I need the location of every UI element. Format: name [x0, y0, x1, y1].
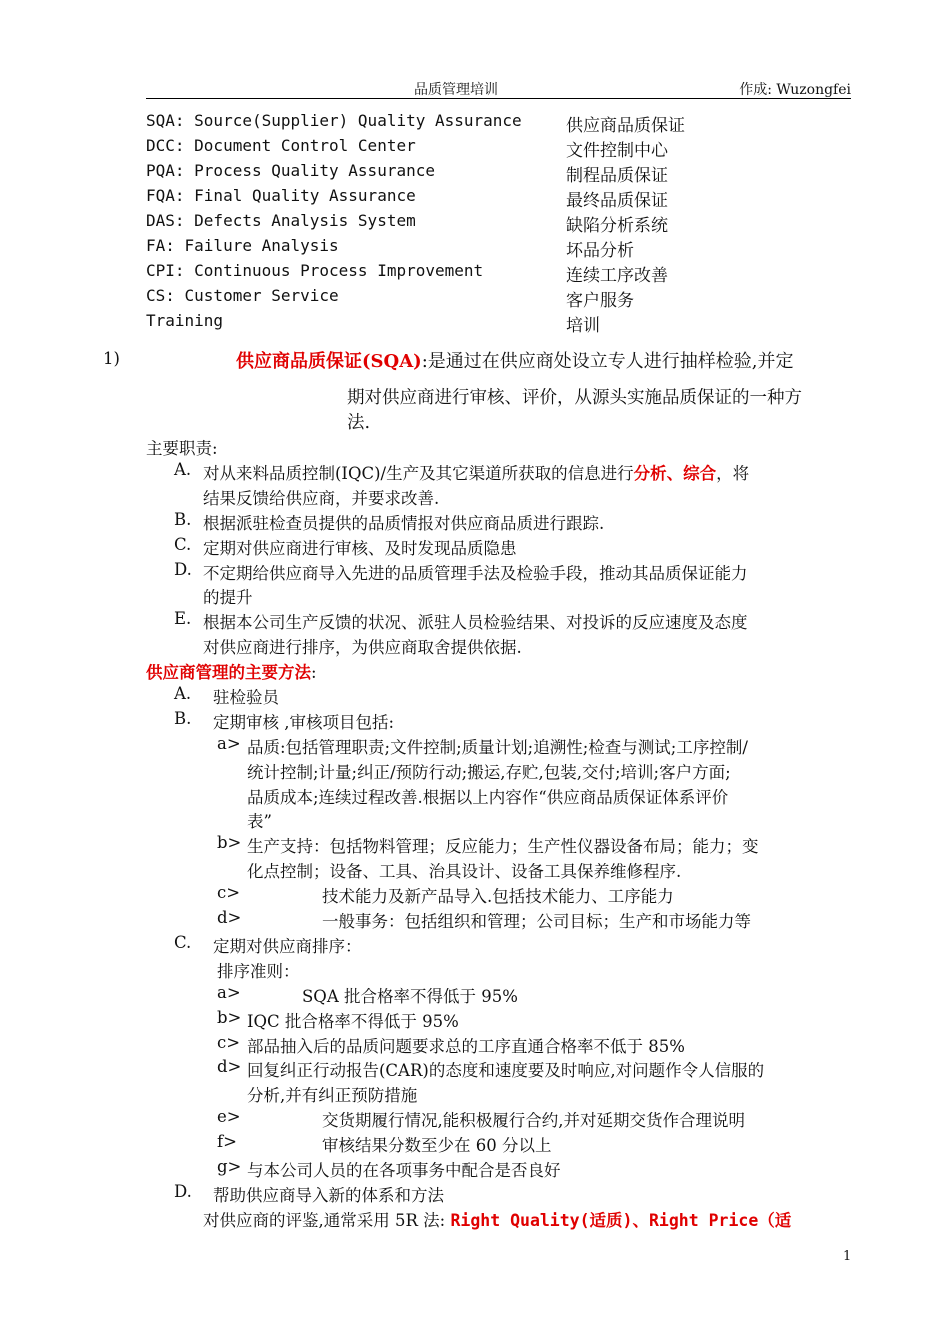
glossary-cn: 供应商品质保证 — [566, 116, 685, 136]
list-marker: a> — [217, 734, 241, 753]
list-marker: B. — [174, 709, 192, 728]
section-heading: 供应商品质保证(SQA) — [236, 351, 422, 372]
list-marker: B. — [174, 510, 192, 529]
methods-title: 供应商管理的主要方法 — [146, 663, 311, 682]
list-marker: d> — [217, 908, 242, 927]
method-b-b-line: 生产支持：包括物料管理；反应能力；生产性仪器设备布局；能力；变 — [247, 837, 759, 856]
duty-e-line: 根据本公司生产反馈的状况、派驻人员检验结果、对投诉的反应速度及态度 — [203, 613, 748, 632]
glossary-cn: 最终品质保证 — [566, 191, 668, 211]
glossary-cn: 制程品质保证 — [566, 166, 668, 186]
glossary-abbr: SQA: Source(Supplier) Quality Assurance — [146, 111, 522, 130]
method-c-d-line: 分析,并有纠正预防措施 — [247, 1086, 418, 1105]
list-marker: c> — [217, 883, 241, 902]
method-b: 定期审核 ,审核项目包括: — [213, 713, 395, 732]
list-marker: E. — [174, 609, 192, 628]
method-b-a-line: 品质:包括管理职责;文件控制;质量计划;追溯性;检查与测试;工序控制/ — [247, 738, 748, 757]
methods-title-line — [146, 659, 317, 683]
duty-a-sep: 、 — [666, 464, 684, 483]
glossary-cn: 缺陷分析系统 — [566, 216, 668, 236]
glossary-abbr: FQA: Final Quality Assurance — [146, 186, 416, 205]
list-marker: A. — [174, 684, 192, 703]
list-marker: C. — [174, 535, 192, 554]
duty-a-text: 对从来料品质控制(IQC)/生产及其它渠道所获取的信息进行 — [203, 464, 634, 483]
duty-c: 定期对供应商进行审核、及时发现品质隐患 — [203, 539, 517, 558]
method-c-b: IQC 批合格率不得低于 95% — [247, 1012, 459, 1031]
method-d: 帮助供应商导入新的体系和方法 — [213, 1186, 444, 1205]
duty-d-line: 的提升 — [203, 588, 253, 607]
five-r-item: Right Quality(适质) — [450, 1211, 633, 1230]
list-marker: b> — [217, 1008, 242, 1027]
glossary-abbr: PQA: Process Quality Assurance — [146, 161, 435, 180]
method-b-b-line: 化点控制；设备、工具、治具设计、设备工具保养维修程序. — [247, 862, 682, 881]
header-author: 作成: Wuzongfei — [739, 82, 851, 98]
method-b-d: 一般事务：包括组织和管理；公司目标；生产和市场能力等 — [322, 912, 751, 931]
list-marker: D. — [174, 560, 192, 579]
section-intro-line: 期对供应商进行审核、评价，从源头实施品质保证的一种方 — [347, 388, 802, 408]
section-intro: :是通过在供应商处设立专人进行抽样检验,并定 — [421, 351, 794, 372]
list-marker: e> — [217, 1107, 241, 1126]
list-marker: D. — [174, 1182, 192, 1201]
list-marker: d> — [217, 1057, 242, 1076]
method-c-g: 与本公司人员的在各项事务中配合是否良好 — [247, 1161, 561, 1180]
header-title: 品质管理培训 — [414, 82, 498, 98]
method-b-c: 技术能力及新产品导入.包括技术能力、工序能力 — [322, 887, 674, 906]
duties-title: 主要职责: — [146, 439, 218, 458]
section-number: 1) — [103, 349, 120, 368]
glossary-abbr: FA: Failure Analysis — [146, 236, 339, 255]
glossary-cn: 文件控制中心 — [566, 141, 668, 161]
glossary-abbr: CPI: Continuous Process Improvement — [146, 261, 484, 280]
methods-colon: : — [311, 663, 317, 682]
method-a: 驻检验员 — [213, 688, 279, 707]
section-intro-line: 法. — [347, 413, 371, 433]
method-b-a-line: 品质成本;连续过程改善.根据以上内容作“供应商品质保证体系评价 — [247, 788, 729, 807]
duty-a-emph: 综合 — [683, 464, 717, 483]
glossary-abbr: DCC: Document Control Center — [146, 136, 416, 155]
glossary-cn: 连续工序改善 — [566, 266, 668, 286]
five-r-sep: 、 — [632, 1211, 649, 1230]
method-c-c: 部品抽入后的品质问题要求总的工序直通合格率不低于 85% — [247, 1037, 685, 1056]
glossary-abbr: DAS: Defects Analysis System — [146, 211, 416, 230]
duty-d-line: 不定期给供应商导入先进的品质管理手法及检验手段，推动其品质保证能力 — [203, 564, 748, 583]
list-marker: g> — [217, 1157, 242, 1176]
duty-a-line — [203, 460, 749, 484]
five-r-intro: 对供应商的评鉴,通常采用 5R 法: — [203, 1211, 451, 1230]
glossary-abbr: Training — [146, 311, 224, 330]
duty-a-text: ，将 — [716, 464, 750, 483]
list-marker: b> — [217, 833, 242, 852]
five-r-line — [203, 1207, 791, 1231]
list-marker: f> — [217, 1132, 237, 1151]
glossary-cn: 培训 — [566, 316, 600, 336]
page-header — [146, 76, 851, 99]
glossary-cn: 客户服务 — [566, 291, 634, 311]
page-number: 1 — [843, 1249, 852, 1264]
method-c-sub: 排序准则： — [217, 962, 300, 981]
method-b-a-line: 表” — [247, 812, 272, 831]
duty-a-line: 结果反馈给供应商，并要求改善. — [203, 489, 440, 508]
method-c-d-line: 回复纠正行动报告(CAR)的态度和速度要及时响应,对问题作令人信服的 — [247, 1061, 765, 1080]
duty-b: 根据派驻检查员提供的品质情报对供应商品质进行跟踪. — [203, 514, 605, 533]
method-c-e: 交货期履行情况,能积极履行合约,并对延期交货作合理说明 — [322, 1111, 745, 1130]
method-b-a-line: 统计控制;计量;纠正/预防行动;搬运,存贮,包装,交付;培训;客户方面; — [247, 763, 731, 782]
section-heading-line — [236, 347, 793, 373]
duty-e-line: 对供应商进行排序，为供应商取舍提供依据. — [203, 638, 522, 657]
list-marker: C. — [174, 933, 192, 952]
glossary-cn: 坏品分析 — [566, 241, 634, 261]
method-c-a: SQA 批合格率不得低于 95% — [302, 987, 518, 1006]
glossary-abbr: CS: Customer Service — [146, 286, 339, 305]
list-marker: c> — [217, 1033, 241, 1052]
method-c-f: 审核结果分数至少在 60 分以上 — [322, 1136, 552, 1155]
list-marker: A. — [174, 460, 192, 479]
method-c: 定期对供应商排序： — [213, 937, 362, 956]
list-marker: a> — [217, 983, 241, 1002]
duty-a-emph: 分析 — [633, 464, 667, 483]
five-r-item: Right Price（适 — [648, 1211, 792, 1230]
